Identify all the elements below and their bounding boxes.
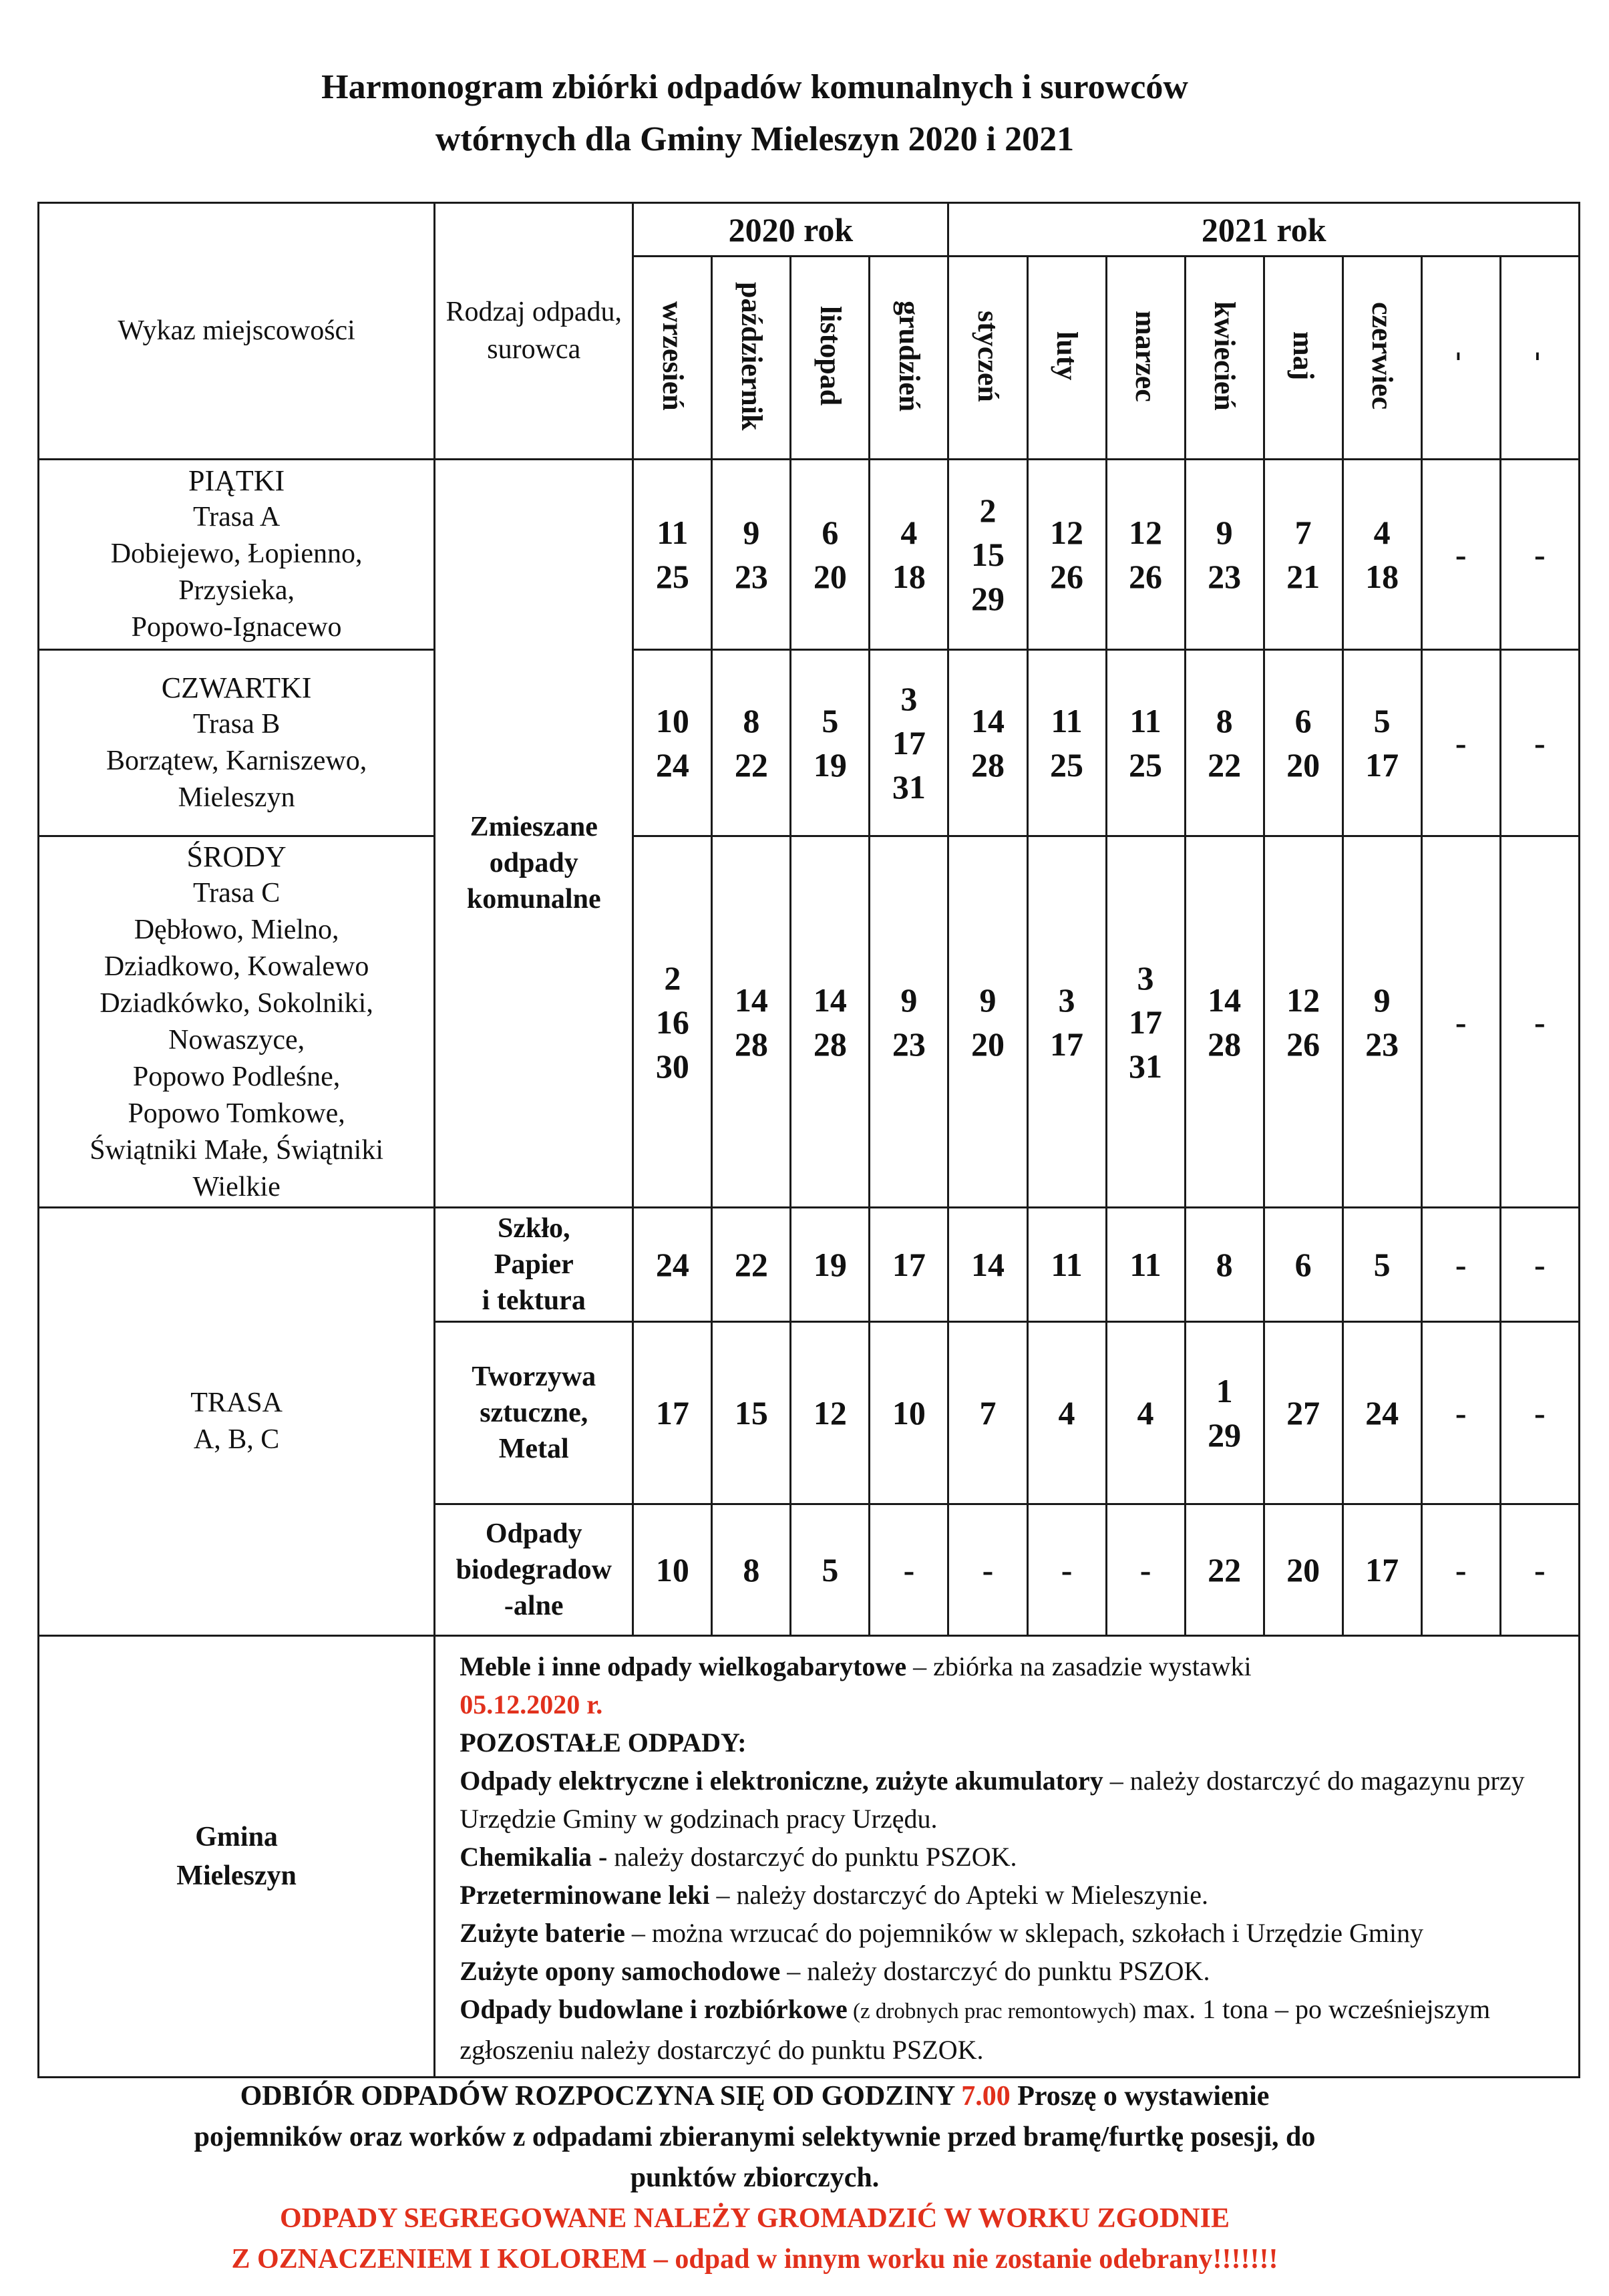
month-header-cell	[1343, 257, 1421, 459]
collection-day: 12	[1286, 981, 1320, 1019]
collection-day: 2	[664, 959, 681, 997]
collection-day: 20	[1286, 746, 1320, 784]
place-name: Świątniki Małe, Świątniki	[90, 1134, 383, 1166]
construction-waste-scope: (z drobnych prac remontowych)	[847, 1999, 1137, 2023]
collection-day: 26	[1129, 557, 1163, 595]
other-waste-item	[460, 1914, 1545, 1952]
waste-type-line: sztuczne,	[480, 1397, 588, 1428]
date-cell	[791, 459, 870, 649]
date-cell	[1421, 459, 1500, 649]
no-collection-dash: -	[1061, 1550, 1073, 1589]
month-label: marzec	[1129, 310, 1163, 402]
date-cell	[791, 1207, 870, 1321]
no-collection-dash: -	[1455, 1245, 1467, 1283]
place-name: Borzątew, Karniszewo,	[106, 746, 367, 777]
collection-day: 21	[1286, 557, 1320, 595]
collection-day: 24	[655, 1245, 689, 1283]
place-name: Mieleszyn	[178, 782, 295, 814]
date-cell	[712, 1504, 791, 1635]
collection-day: 4	[1058, 1393, 1075, 1432]
collection-day: 17	[1365, 1550, 1399, 1589]
no-collection-dash: -	[1455, 724, 1467, 762]
document-title	[0, 61, 1509, 166]
month-header-cell	[1264, 257, 1343, 459]
date-cell	[1106, 459, 1185, 649]
place-name: Dziadkówko, Sokolniki,	[100, 987, 373, 1019]
gmina-row	[39, 1635, 1580, 2077]
collection-day: 9	[900, 981, 918, 1019]
month-label: styczeń	[971, 310, 1005, 402]
date-cell	[870, 459, 948, 649]
no-collection-dash: -	[1455, 1393, 1467, 1432]
date-cell	[1500, 1321, 1579, 1504]
no-collection-dash: -	[1455, 535, 1467, 573]
collection-day: 12	[1129, 513, 1163, 551]
collection-day: 28	[813, 1025, 847, 1063]
waste-type-line: odpady	[489, 848, 578, 879]
all-routes-label	[39, 1207, 435, 1635]
waste-type-line: komunalne	[466, 884, 601, 915]
month-header-cell	[1027, 257, 1106, 459]
bulky-waste-date: 05.12.2020 r.	[460, 1689, 603, 1719]
header-waste-type: Rodzaj odpadu, surowca	[435, 203, 633, 460]
date-cell	[712, 1321, 791, 1504]
month-label: luty	[1051, 331, 1084, 381]
no-collection-dash: -	[1534, 535, 1546, 573]
collection-day: 31	[892, 768, 926, 806]
collection-day: 9	[1216, 513, 1233, 551]
route-b-locations	[39, 650, 435, 836]
place-name: Dziadkowo, Kowalewo	[104, 951, 369, 982]
date-cell	[1500, 1207, 1579, 1321]
collection-day: 6	[822, 513, 839, 551]
route-places	[39, 912, 433, 1206]
date-cell	[1343, 1207, 1421, 1321]
collection-day: 14	[1208, 981, 1242, 1019]
waste-row-glass	[39, 1207, 1580, 1321]
waste-item-text: – należy dostarczyć do punktu PSZOK.	[780, 1955, 1210, 1986]
month-label: listopad	[814, 306, 847, 406]
date-cell	[1421, 1504, 1500, 1635]
collection-day: 6	[1294, 702, 1312, 740]
collection-day: 14	[813, 981, 847, 1019]
collection-day: 26	[1286, 1025, 1320, 1063]
no-collection-dash: -	[1139, 1550, 1151, 1589]
gmina-label-line: Mieleszyn	[176, 1860, 297, 1891]
date-cell	[948, 1321, 1027, 1504]
date-cell	[1264, 1207, 1343, 1321]
collection-day: 26	[1050, 557, 1084, 595]
collection-day: 10	[655, 1550, 689, 1589]
collection-day: 2	[979, 491, 997, 529]
date-cell	[1027, 836, 1106, 1208]
collection-day: 10	[655, 702, 689, 740]
collection-day: 12	[813, 1393, 847, 1432]
month-header-cell	[712, 257, 791, 459]
date-cell	[1106, 1207, 1185, 1321]
collection-day: 16	[655, 1003, 689, 1041]
month-header-cell	[870, 257, 948, 459]
collection-day: 20	[813, 557, 847, 595]
gmina-label-line: Gmina	[195, 1821, 278, 1852]
collection-day: 19	[813, 1245, 847, 1283]
date-cell	[1343, 1504, 1421, 1635]
collection-day: 22	[1208, 1550, 1242, 1589]
collection-day: 3	[1058, 981, 1075, 1019]
collection-day: 27	[1286, 1393, 1320, 1432]
bulky-waste-text: – zbiórka na zasadzie wystawki	[906, 1651, 1252, 1681]
date-cell	[1343, 650, 1421, 836]
date-cell	[1185, 650, 1264, 836]
collection-day: 5	[1373, 1245, 1391, 1283]
date-cell	[1343, 1321, 1421, 1504]
waste-item-text: – można wrzucać do pojemników w sklepach, szkołach i Urzędzie Gminy	[624, 1917, 1424, 1948]
place-name: Dębłowo, Mielno,	[134, 914, 339, 945]
collection-day: 24	[655, 746, 689, 784]
route-row-piatki	[39, 459, 1580, 649]
waste-type-bio	[435, 1504, 633, 1635]
date-cell	[948, 1504, 1027, 1635]
collection-day: 3	[1137, 959, 1154, 997]
no-collection-dash: -	[1534, 1393, 1546, 1432]
collection-day: 31	[1129, 1047, 1163, 1085]
place-name: Przysieka,	[178, 575, 295, 607]
no-collection-dash: -	[903, 1550, 915, 1589]
collection-day: 25	[1129, 746, 1163, 784]
date-cell	[1185, 1207, 1264, 1321]
collection-day: 24	[1365, 1393, 1399, 1432]
date-cell	[1185, 1321, 1264, 1504]
date-cell	[948, 1207, 1027, 1321]
construction-waste-title: Odpady budowlane i rozbiórkowe	[460, 1993, 848, 2024]
pickup-text-start: ODBIÓR ODPADÓW ROZPOCZYNA SIĘ OD GODZINY	[240, 2081, 962, 2112]
date-cell	[948, 836, 1027, 1208]
place-name: Wielkie	[192, 1171, 281, 1202]
date-cell	[633, 459, 712, 649]
other-waste-item	[460, 1838, 1545, 1876]
month-header-cell	[633, 257, 712, 459]
collection-day: 8	[743, 702, 760, 740]
month-header-cell	[791, 257, 870, 459]
date-cell	[791, 1321, 870, 1504]
collection-day: 22	[734, 1245, 768, 1283]
date-cell	[1106, 836, 1185, 1208]
month-label: -	[1445, 351, 1478, 361]
no-collection-dash: -	[1534, 1550, 1546, 1589]
collection-day: 25	[655, 557, 689, 595]
date-cell	[1106, 650, 1185, 836]
title-line-1: Harmonogram zbiórki odpadów komunalnych i surowców	[321, 68, 1188, 106]
schedule-table	[37, 202, 1580, 2078]
date-cell	[1185, 836, 1264, 1208]
all-routes-line: TRASA	[190, 1387, 283, 1418]
collection-day: 17	[1365, 746, 1399, 784]
bulky-waste-note	[460, 1647, 1545, 1685]
date-cell	[1185, 1504, 1264, 1635]
date-cell	[1421, 1207, 1500, 1321]
route-a-locations	[39, 459, 435, 649]
collection-day: 4	[1373, 513, 1391, 551]
no-collection-dash: -	[1534, 724, 1546, 762]
bulky-waste-title: Meble i inne odpady wielkogabarytowe	[460, 1651, 907, 1681]
collection-day: 29	[970, 579, 1005, 617]
date-cell	[870, 1321, 948, 1504]
month-label: październik	[735, 281, 768, 431]
collection-day: 19	[813, 746, 847, 784]
collection-day: 17	[1129, 1003, 1163, 1041]
route-places	[39, 536, 433, 646]
collection-day: 23	[734, 557, 768, 595]
month-label: -	[1524, 351, 1557, 361]
date-cell	[791, 1504, 870, 1635]
waste-item-title: Zużyte baterie	[460, 1917, 625, 1948]
pickup-line-2: pojemników oraz worków z odpadami zbieranymi selektywnie przed bramę/furtkę posesji, do	[194, 2122, 1316, 2152]
route-row-czwartki	[39, 650, 1580, 836]
collection-day: 15	[970, 535, 1005, 573]
month-label: maj	[1287, 331, 1320, 381]
construction-waste-note	[460, 1990, 1545, 2069]
collection-day: 8	[1216, 702, 1233, 740]
place-name: Nowaszyce,	[168, 1024, 305, 1055]
collection-day: 17	[892, 724, 926, 762]
collection-day: 30	[655, 1047, 689, 1085]
date-cell	[1106, 1504, 1185, 1635]
waste-type-line: Papier	[494, 1249, 574, 1280]
collection-day: 8	[1216, 1245, 1233, 1283]
date-cell	[870, 1207, 948, 1321]
collection-day: 7	[1294, 513, 1312, 551]
collection-day: 5	[822, 1550, 839, 1589]
collection-day: 6	[1294, 1245, 1312, 1283]
collection-day: 15	[734, 1393, 768, 1432]
collection-day: 7	[979, 1393, 997, 1432]
collection-day: 18	[892, 557, 926, 595]
waste-type-line: Metal	[498, 1433, 569, 1464]
month-header-cell	[1421, 257, 1500, 459]
waste-type-plastic	[435, 1321, 633, 1504]
collection-day: 23	[1365, 1025, 1399, 1063]
date-cell	[1027, 459, 1106, 649]
header-year-2021: 2021 rok	[948, 203, 1580, 257]
collection-day: 25	[1050, 746, 1084, 784]
header-year-2020: 2020 rok	[633, 203, 948, 257]
month-label: grudzień	[892, 300, 926, 412]
collection-day: 28	[734, 1025, 768, 1063]
collection-day: 22	[1208, 746, 1242, 784]
date-cell	[791, 650, 870, 836]
gmina-label	[39, 1635, 435, 2077]
date-cell	[1106, 1321, 1185, 1504]
gmina-notes	[435, 1635, 1580, 2077]
collection-day: 9	[979, 981, 997, 1019]
collection-day: 11	[1051, 702, 1083, 740]
date-cell	[633, 650, 712, 836]
header-locations: Wykaz miejscowości	[39, 203, 435, 460]
waste-type-line: Szkło,	[497, 1212, 570, 1244]
collection-day: 11	[1129, 702, 1161, 740]
other-waste-item	[460, 1952, 1545, 1990]
date-cell	[1500, 459, 1579, 649]
other-waste-item	[460, 1762, 1545, 1838]
date-cell	[1421, 836, 1500, 1208]
collection-day: 14	[970, 1245, 1005, 1283]
date-cell	[1500, 836, 1579, 1208]
other-waste-item	[460, 1876, 1545, 1914]
footer-notice	[0, 2076, 1509, 2280]
month-label: wrzesień	[656, 301, 689, 411]
segregation-warning-2: Z OZNACZENIEM I KOLOREM – odpad w innym worku nie zostanie odebrany!!!!!!!	[231, 2244, 1278, 2275]
waste-type-line: -alne	[504, 1590, 564, 1621]
route-label: Trasa C	[192, 877, 281, 909]
date-cell	[1027, 1504, 1106, 1635]
waste-type-glass	[435, 1207, 633, 1321]
no-collection-dash: -	[1534, 1245, 1546, 1283]
collection-day: 12	[1050, 513, 1084, 551]
waste-type-line: Tworzywa	[472, 1361, 596, 1392]
date-cell	[1185, 459, 1264, 649]
collection-day: 18	[1365, 557, 1399, 595]
waste-item-text: – należy dostarczyć do Apteki w Mieleszynie.	[709, 1879, 1208, 1910]
date-cell	[1500, 650, 1579, 836]
date-cell	[633, 1207, 712, 1321]
collection-day: 17	[655, 1393, 689, 1432]
date-cell	[791, 836, 870, 1208]
place-name: Popowo Tomkowe,	[128, 1098, 345, 1129]
date-cell	[948, 459, 1027, 649]
waste-type-line: biodegradow	[456, 1554, 612, 1585]
route-c-locations	[39, 836, 435, 1208]
other-waste-heading: POZOSTAŁE ODPADY:	[460, 1727, 747, 1758]
collection-day: 4	[900, 513, 918, 551]
month-header-cell	[1185, 257, 1264, 459]
collection-day: 5	[822, 702, 839, 740]
route-places	[39, 743, 433, 816]
collection-day: 11	[1129, 1245, 1161, 1283]
date-cell	[870, 836, 948, 1208]
date-cell	[1264, 1321, 1343, 1504]
date-cell	[948, 650, 1027, 836]
date-cell	[1421, 1321, 1500, 1504]
collection-day: 3	[900, 680, 918, 718]
date-cell	[712, 459, 791, 649]
date-cell	[633, 836, 712, 1208]
date-cell	[712, 650, 791, 836]
date-cell	[1027, 1207, 1106, 1321]
collection-day: 9	[743, 513, 760, 551]
collection-day: 22	[734, 746, 768, 784]
collection-day: 5	[1373, 702, 1391, 740]
place-name: Popowo Podleśne,	[132, 1061, 341, 1092]
date-cell	[1343, 836, 1421, 1208]
collection-day: 14	[970, 702, 1005, 740]
route-day: ŚRODY	[186, 840, 287, 873]
date-cell	[1264, 650, 1343, 836]
collection-day: 8	[743, 1550, 760, 1589]
pickup-line-3: punktów zbiorczych.	[630, 2162, 880, 2193]
date-cell	[633, 1504, 712, 1635]
all-routes-line: A, B, C	[193, 1424, 280, 1455]
waste-type-line: Odpady	[485, 1518, 582, 1549]
route-day: CZWARTKI	[161, 671, 312, 705]
route-day: PIĄTKI	[188, 464, 285, 498]
month-label: czerwiec	[1366, 302, 1399, 410]
date-cell	[1343, 459, 1421, 649]
collection-day: 17	[1050, 1025, 1084, 1063]
date-cell	[712, 1207, 791, 1321]
waste-item-title: Przeterminowane leki	[460, 1879, 710, 1910]
other-waste-list	[460, 1762, 1545, 1990]
collection-day: 11	[1051, 1245, 1083, 1283]
date-cell	[633, 1321, 712, 1504]
collection-day: 20	[970, 1025, 1005, 1063]
collection-day: 23	[892, 1025, 926, 1063]
waste-item-text: – należy dostarczyć do magazynu przy Urzędzie Gminy w godzinach pracy Urzędu.	[460, 1765, 1525, 1834]
waste-item-title: Odpady elektryczne i elektroniczne, zużyte akumulatory	[460, 1765, 1103, 1796]
collection-day: 9	[1373, 981, 1391, 1019]
collection-day: 1	[1216, 1371, 1233, 1410]
date-cell	[870, 650, 948, 836]
segregation-warning-1: ODPADY SEGREGOWANE NALEŻY GROMADZIĆ W WORKU ZGODNIE	[280, 2203, 1230, 2234]
waste-item-text: należy dostarczyć do punktu PSZOK.	[607, 1841, 1017, 1872]
date-cell	[1421, 650, 1500, 836]
collection-day: 29	[1208, 1416, 1242, 1454]
place-name: Popowo-Ignacewo	[131, 612, 342, 643]
waste-type-line: Zmieszane	[470, 812, 598, 843]
place-name: Dobiejewo, Łopienno,	[110, 538, 363, 570]
date-cell	[870, 1504, 948, 1635]
title-line-2: wtórnych dla Gminy Mieleszyn 2020 i 2021	[435, 120, 1075, 158]
date-cell	[712, 836, 791, 1208]
pickup-text-end: Proszę o wystawienie	[1010, 2081, 1270, 2112]
date-cell	[1264, 836, 1343, 1208]
date-cell	[1264, 459, 1343, 649]
route-row-srody	[39, 836, 1580, 1208]
no-collection-dash: -	[1534, 1003, 1546, 1041]
date-cell	[1027, 650, 1106, 836]
collection-day: 20	[1286, 1550, 1320, 1589]
month-header-cell	[1106, 257, 1185, 459]
collection-day: 11	[657, 513, 689, 551]
collection-day: 28	[970, 746, 1005, 784]
collection-day: 14	[734, 981, 768, 1019]
date-cell	[1264, 1504, 1343, 1635]
collection-day: 28	[1208, 1025, 1242, 1063]
route-label: Trasa B	[192, 709, 281, 740]
pickup-time: 7.00	[961, 2081, 1011, 2112]
date-cell	[1027, 1321, 1106, 1504]
waste-item-title: Zużyte opony samochodowe	[460, 1955, 781, 1986]
month-label: kwiecień	[1208, 301, 1242, 411]
collection-day: 17	[892, 1245, 926, 1283]
month-header-cell	[948, 257, 1027, 459]
waste-type-line: i tektura	[482, 1285, 586, 1316]
no-collection-dash: -	[1455, 1003, 1467, 1041]
collection-day: 10	[892, 1393, 926, 1432]
no-collection-dash: -	[982, 1550, 994, 1589]
pickup-line-1	[0, 2076, 1509, 2117]
waste-type-mixed	[435, 459, 633, 1207]
waste-item-title: Chemikalia -	[460, 1841, 608, 1872]
month-header-cell	[1500, 257, 1579, 459]
date-cell	[1500, 1504, 1579, 1635]
no-collection-dash: -	[1455, 1550, 1467, 1589]
collection-day: 23	[1208, 557, 1242, 595]
route-label: Trasa A	[192, 502, 281, 533]
collection-day: 4	[1137, 1393, 1154, 1432]
construction-waste-text: max. 1 tona – po wcześniejszym zgłoszeniu należy dostarczyć do punktu PSZOK.	[460, 1993, 1491, 2065]
